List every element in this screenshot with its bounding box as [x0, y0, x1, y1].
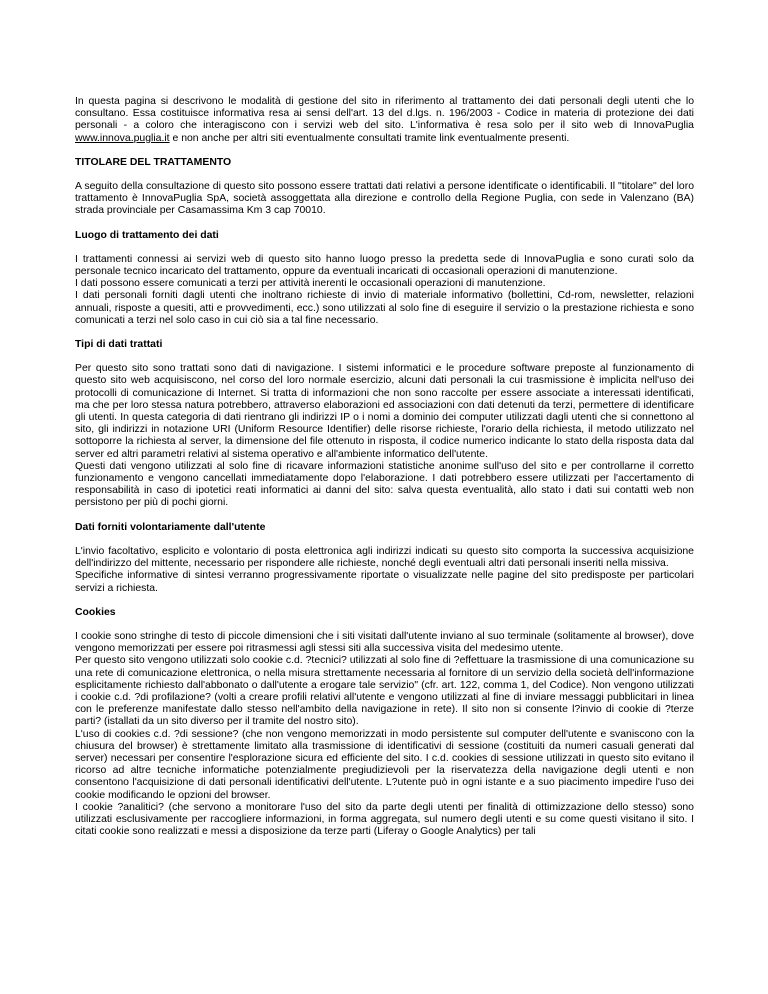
forniti-heading: Dati forniti volontariamente dall'utente	[75, 521, 266, 533]
luogo-heading: Luogo di trattamento dei dati	[75, 229, 219, 241]
cookies-paragraph-2: Per questo sito vengono utilizzati solo cookie c.d. ?tecnici? utilizzati al solo fine di ?effettuare la trasmissione di una comunicazione su una rete di comunicazione elettronica, o nella misura strettamente necessaria al fornitore di un servizio della società dell'informazione esplicitamente richiesto dall'abbonato o dall'utente a erogare tale servizio" (cfr. art. 122, comma 1, del Codice). Non vengono utilizzati i cookie c.d. ?di profilazione? (volti a creare profili relativi all'utente e vengono utilizzati al fine di inviare messaggi pubblicitari in linea con le preferenze manifestate dallo stesso nell'ambito della navigazione in rete). Il sito non si consente l?invio di cookie di ?terze parti? (istallati da un sito diverso per il tramite del nostro sito).	[75, 655, 694, 728]
innovapuglia-link[interactable]: www.innova.puglia.it	[75, 132, 170, 144]
tipi-paragraph-2: Questi dati vengono utilizzati al solo fine di ricavare informazioni statistiche anonime sull'uso del sito e per controllarne il corretto funzionamento e vengono cancellati immediatamente dopo l'elaborazione. I dati potrebbero essere utilizzati per l'accertamento di responsabilità in caso di ipotetici reati informatici ai danni del sito: salva questa eventualità, allo stato i dati sui contatti web non persistono per più di pochi giorni.	[75, 460, 694, 509]
forniti-paragraph-1: L'invio facoltativo, esplicito e volontario di posta elettronica agli indirizzi indicati su questo sito comporta la successiva acquisizione dell'indirizzo del mittente, necessario per rispondere alle richieste, nonché degli eventuali altri dati personali inseriti nella missiva.	[75, 545, 694, 570]
intro-paragraph	[75, 96, 694, 145]
cookies-paragraph-4: I cookie ?analitici? (che servono a monitorare l'uso del sito da parte degli utenti per finalità di ottimizzazione dello stesso) sono utilizzati esclusivamente per raccogliere informazioni, in forma aggregata, sul numero degli utenti e su come questi visitano il sito. I citati cookie sono realizzati e messi a disposizione da terze parti (Liferay o Google Analytics) per tali	[75, 801, 694, 838]
intro-text-after-link: e non anche per altri siti eventualmente consultati tramite link eventualmente presenti.	[172, 132, 570, 144]
privacy-document	[75, 96, 694, 838]
titolare-heading: TITOLARE DEL TRATTAMENTO	[75, 156, 232, 168]
luogo-paragraph-2: I dati possono essere comunicati a terzi per attività inerenti le occasionali operazioni di manutenzione.	[75, 278, 546, 290]
cookies-paragraph-3: L'uso di cookies c.d. ?di sessione? (che non vengono memorizzati in modo persistente sul computer dell'utente e svaniscono con la chiusura del browser) è strettamente limitato alla trasmissione di identificativi di sessione (costituiti da numeri casuali generati dal server) necessari per consentire l'esplorazione sicura ed efficiente del sito. I c.d. cookies di sessione utilizzati in questo sito evitano il ricorso ad altre tecniche informatiche potenzialmente pregiudizievoli per la riservatezza della navigazione degli utenti e non consentono l'acquisizione di dati personali identificativi dell'utente. L?utente può in ogni istante e a suo piacimento impedire l'uso dei cookie modificando le opzioni del browser.	[75, 728, 694, 801]
luogo-paragraph-1: I trattamenti connessi ai servizi web di questo sito hanno luogo presso la predetta sede di InnovaPuglia e sono curati solo da personale tecnico incaricato del trattamento, oppure da eventuali incaricati di occasionali operazioni di manutenzione.	[75, 253, 694, 278]
luogo-paragraph-3: I dati personali forniti dagli utenti che inoltrano richieste di invio di materiale informativo (bollettini, Cd-rom, newsletter, relazioni annuali, risposte a quesiti, atti e provvedimenti, ecc.) sono utilizzati al solo fine di eseguire il servizio o la prestazione richiesta e sono comunicati a terzi nel solo caso in cui ciò sia a tal fine necessario.	[75, 290, 694, 326]
titolare-paragraph: A seguito della consultazione di questo sito possono essere trattati dati relativi a persone identificate o identificabili. Il "titolare" del loro trattamento è InnovaPuglia SpA, società assoggettata alla direzione e controllo della Regione Puglia, con sede in Valenzano (BA) strada provinciale per Casamassima Km 3 cap 70010.	[75, 181, 694, 217]
cookies-paragraph-1: I cookie sono stringhe di testo di piccole dimensioni che i siti visitati dall'utente inviano al suo terminale (solitamente al browser), dove vengono memorizzati per essere poi ritrasmessi agli stessi siti alla successiva visita del medesimo utente.	[75, 630, 694, 655]
forniti-paragraph-2: Specifiche informative di sintesi verranno progressivamente riportate o visualizzate nelle pagine del sito predisposte per particolari servizi a richiesta.	[75, 570, 694, 594]
tipi-heading: Tipi di dati trattati	[75, 339, 163, 351]
intro-text-before-link: In questa pagina si descrivono le modalità di gestione del sito in riferimento al trattamento dei dati personali degli utenti che lo consultano. Essa costituisce informativa resa ai sensi dell'art. 13 del d.lgs. n. 196/2003 - Codice in materia di protezione dei dati personali - a coloro che interagiscono con i servizi web del sito. L'informativa è resa solo per il sito web di InnovaPuglia	[75, 96, 694, 132]
tipi-paragraph-1: Per questo sito sono trattati sono dati di navigazione. I sistemi informatici e le procedure software preposte al funzionamento di questo sito web acquisiscono, nel corso del loro normale esercizio, alcuni dati personali la cui trasmissione è implicita nell'uso dei protocolli di comunicazione di Internet. Si tratta di informazioni che non sono raccolte per essere associate a interessati identificati, ma che per loro stessa natura potrebbero, attraverso elaborazioni ed associazioni con dati detenuti da terzi, permettere di identificare gli utenti. In questa categoria di dati rientrano gli indirizzi IP o i nomi a dominio dei computer utilizzati dagli utenti che si connettono al sito, gli indirizzi in notazione URI (Uniform Resource Identifier) delle risorse richieste, l'orario della richiesta, il metodo utilizzato nel sottoporre la richiesta al server, la dimensione del file ottenuto in risposta, il codice numerico indicante lo stato della risposta data dal server ed altri parametri relativi al sistema operativo e all'ambiente informatico dell'utente.	[75, 363, 694, 460]
cookies-heading: Cookies	[75, 606, 116, 618]
